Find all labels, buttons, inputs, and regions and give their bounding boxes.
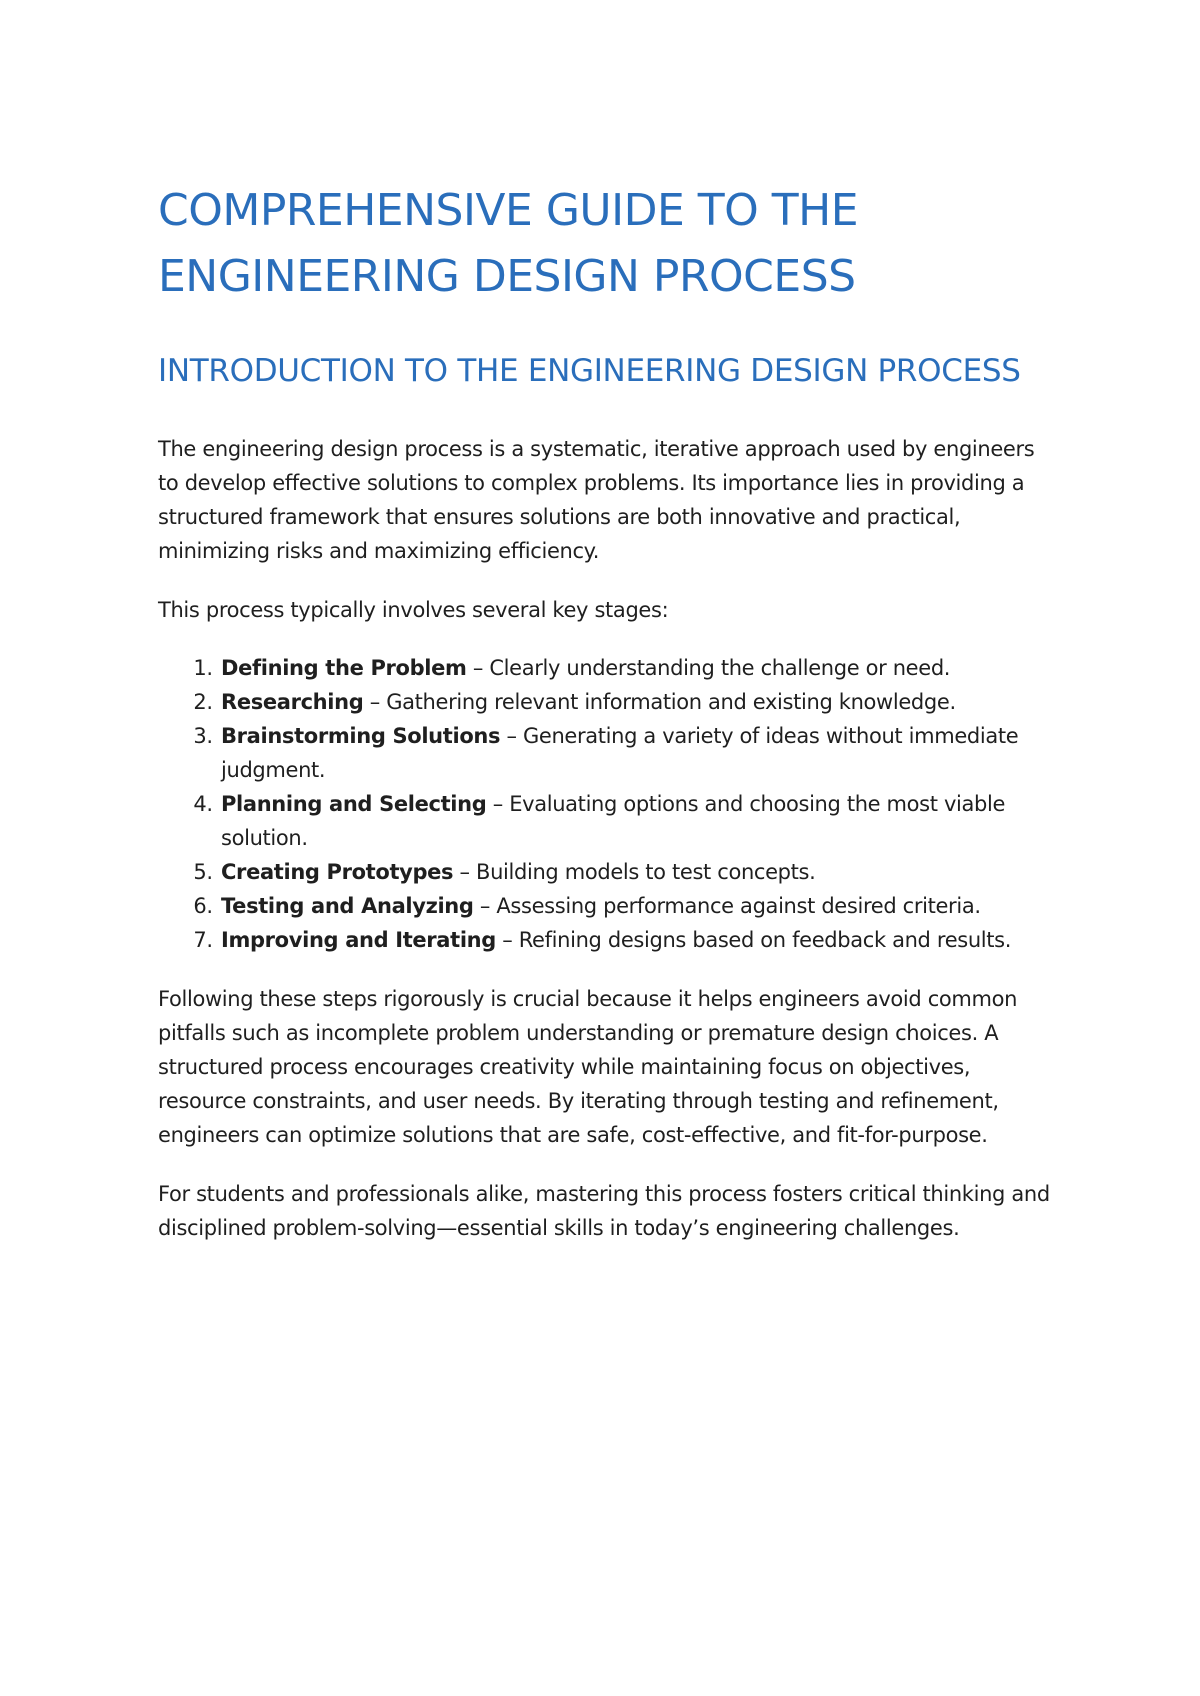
stage-item [219,719,1058,787]
stage-description: – Building models to test concepts. [453,860,816,884]
stage-description: – Evaluating options and choosing the most viable solution. [221,792,1006,850]
stage-description: – Generating a variety of ideas without immediate judgment. [221,724,1019,782]
stage-name: Researching [221,690,364,714]
stages-list [158,651,1058,957]
stage-name: Brainstorming Solutions [221,724,501,748]
document-content [158,178,1058,1245]
stage-name: Improving and Iterating [221,928,496,952]
document-title: COMPREHENSIVE GUIDE TO THE ENGINEERING DESIGN PROCESS [158,185,859,302]
stage-item [219,787,1058,855]
stage-item [219,889,1058,923]
stage-description: – Refining designs based on feedback and results. [495,928,1012,952]
stage-item [219,685,1058,719]
importance-paragraph: Following these steps rigorously is crucial because it helps engineers avoid common pitfalls such as incomplete problem understanding or premature design choices. A structured process encourages creativity while maintaining focus on objectives, resource constraints, and user needs. By iterating through testing and refinement, engineers can optimize solutions that are safe, cost-effective, and fit-for-purpose. [158,987,1018,1147]
stages-lead-paragraph: This process typically involves several key stages: [158,598,669,622]
closing-paragraph: For students and professionals alike, mastering this process fosters critical thinking and disciplined problem-solving—essential skills in today’s engineering challenges. [158,1182,1050,1240]
stage-name: Testing and Analyzing [221,894,474,918]
stage-name: Planning and Selecting [221,792,487,816]
section-heading: INTRODUCTION TO THE ENGINEERING DESIGN PROCESS [158,353,1021,389]
intro-paragraph: The engineering design process is a systematic, iterative approach used by engineers to develop effective solutions to complex problems. Its importance lies in providing a structured framework that ensures solutions are both innovative and practical, minimizing risks and maximizing efficiency. [158,437,1035,563]
stage-item [219,651,1058,685]
stage-name: Defining the Problem [221,656,467,680]
stage-description: – Clearly understanding the challenge or need. [466,656,951,680]
stage-description: – Assessing performance against desired criteria. [473,894,981,918]
stage-name: Creating Prototypes [221,860,454,884]
stage-item [219,855,1058,889]
stage-item [219,923,1058,957]
stage-description: – Gathering relevant information and existing knowledge. [363,690,956,714]
